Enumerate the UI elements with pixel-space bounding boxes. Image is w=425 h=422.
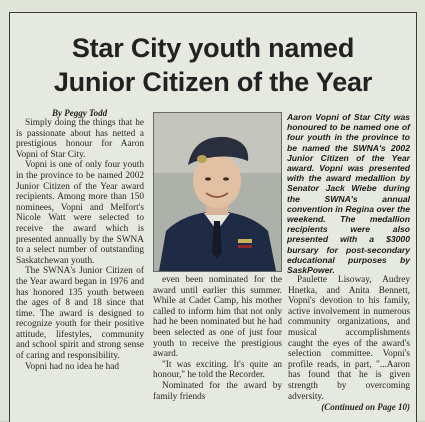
paragraph: Vopni is one of only four youth in the province to be named 2002 Junior Citizen of the Year award recipients. Among more than 150 nominees, Vopni and Melfort's Nicole Watt were selected to receive the award which is presented annually by the SWNA to a select number of outstanding Saskatchewan youth.	[16, 160, 144, 266]
article-column-3	[288, 275, 410, 421]
article-column-1	[16, 118, 144, 421]
paragraph: Nominated for the award by family friends	[153, 380, 282, 402]
paragraph: The SWNA's Junior Citizen of the Year award began in 1976 and has honored 135 youth between the ages of 8 and 18 since that time. The award is designed to recognize youth for their positive attitude, lifestyles, community and school spirit and strong sense of caring and responsibility.	[16, 266, 144, 362]
continued-note[interactable]: (Continued on Page 10)	[321, 402, 410, 413]
portrait-photo	[153, 112, 282, 272]
paragraph: Paulette Lisoway, Audrey Hnetka, and Anita Bennett, Vopni's devotion to his family, active involvement in numerous community organizations, and musical accomplishments caught the eyes of the award's selection committee. Vopni's profile reads, in part, "...Aaron has found that he is given strength by overcoming adversity.	[288, 275, 410, 402]
byline: By Peggy Todd	[52, 108, 108, 118]
paragraph: Simply doing the things that he is passionate about has netted a prestigious honour for Aaron Vopni of Star City.	[16, 118, 144, 160]
paragraph: even been nominated for the award until earlier this summer. While at Cadet Camp, his mother called to inform him that not only had he been nominated but he had been selected as one of just four youth to receive the prestigious award.	[153, 275, 282, 360]
paragraph: "It was exciting. It's quite an honour," he told the Recorder.	[153, 359, 282, 381]
cadet-portrait-image	[154, 113, 281, 271]
headline-line-2: Junior Citizen of the Year	[53, 67, 373, 97]
article-column-2	[153, 275, 282, 421]
paragraph: Vopni had no idea he had	[25, 361, 120, 372]
headline-line-1: Star City youth named	[71, 33, 355, 63]
photo-caption: Aaron Vopni of Star City was honoured to be named one of four youth in the province to be named the SWNA's 2002 Junior Citizen of the Year award. Vopni was presented with the award medallion by Senator Jack Wiebe during the SWNA's annual convention in Regina over the weekend. The medallion recipients were also presented with a $3000 bursary for post-secondary educational purposes by SaskPower.	[287, 112, 410, 276]
